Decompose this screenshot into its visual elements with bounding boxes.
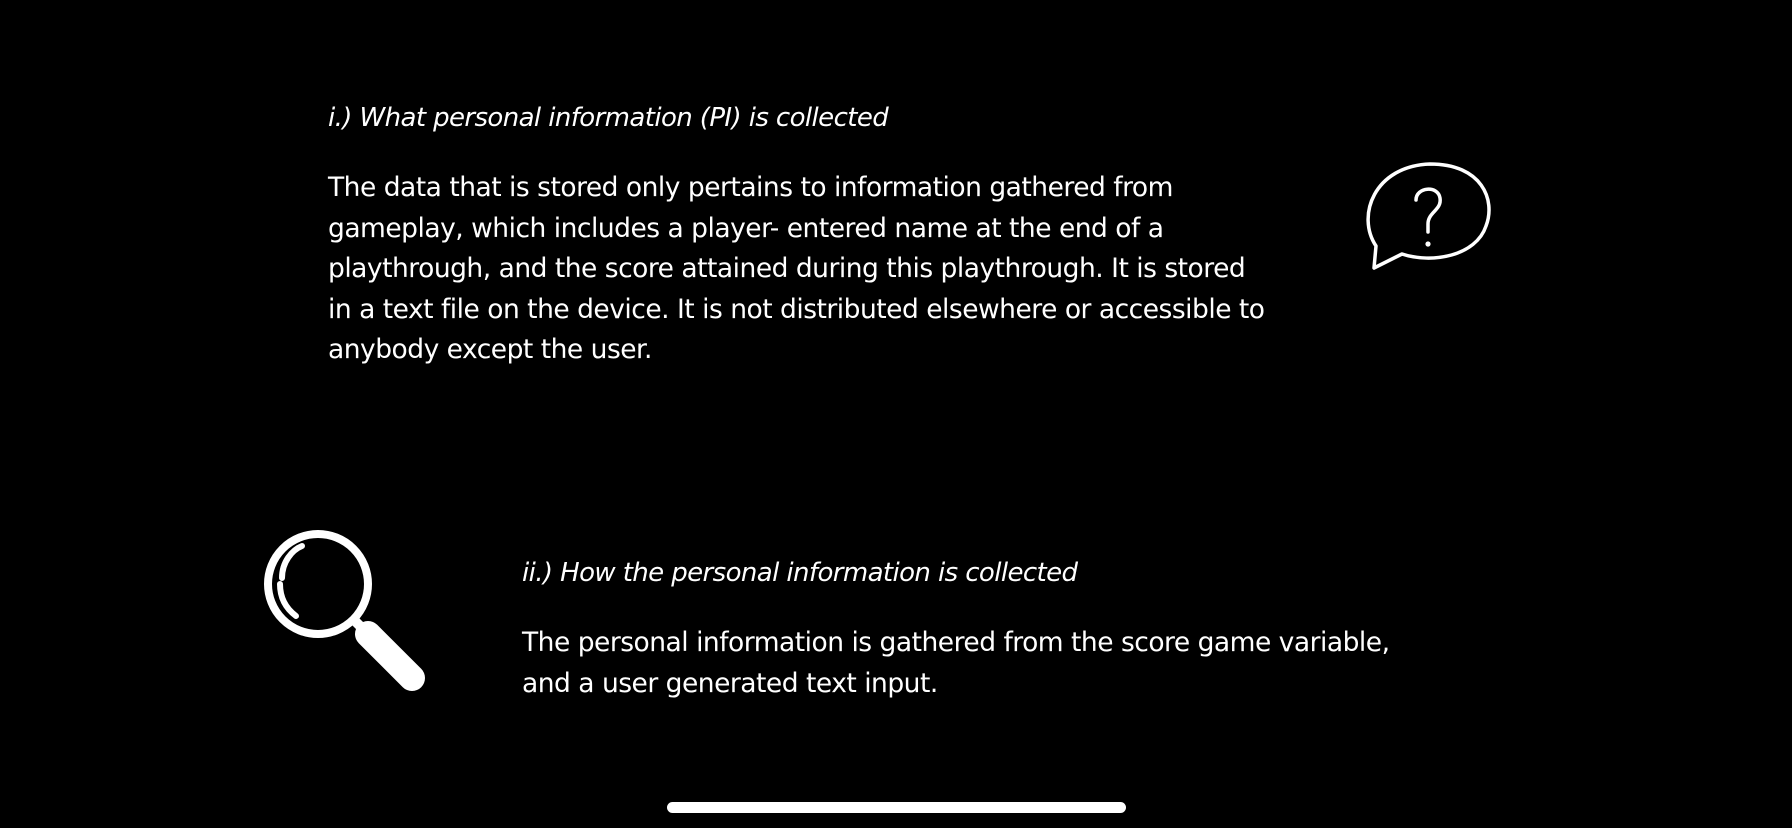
magnifying-glass-icon [262,528,430,696]
section-body-what-pi-collected: The data that is stored only pertains to information gathered from gameplay, which includes a player- entered name at the end of a playthrough, and the score attained during this playthrough. It is stored in a text file on the device. It is not distributed elsewhere or accessible to anybody except the user. [328,172,1265,365]
home-indicator[interactable] [667,802,1126,813]
section-heading-how-pi-collected: ii.) How the personal information is collected [522,558,1078,588]
section-heading-what-pi-collected: i.) What personal information (PI) is collected [328,103,889,133]
question-speech-bubble-icon [1362,160,1492,274]
section-body-how-pi-collected: The personal information is gathered from the score game variable, and a user generated text input. [522,627,1390,699]
